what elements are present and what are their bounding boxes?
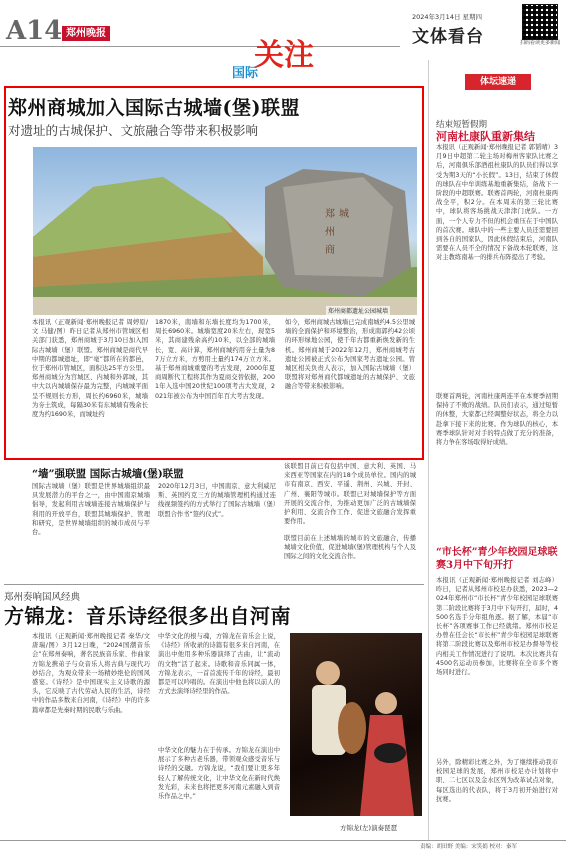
main-article-col2: 1870米，南墙和东墙长度均为1700米，周长6960米。城墙宽度20米左右，现宽5米，其商建残余高约10米，以全部的城墙长，宽、高计算，郑州商城约用夯土量为87万立方米，方剪用土量约174万立方米。基于郑州商城重要的考古发现，2000年夏商周断代工程将其作为夏商交替依据，2001年入选中国20世纪100项考古大发现，2021年被公布为中国百年百大考古发现。 <box>155 319 275 400</box>
culture-headline: 方锦龙：音乐诗经很多出自河南 <box>4 604 291 628</box>
sub-article-col3: 该联盟目前已有包括中国、意大利、英国、马来西亚等国家在内的18个成员单位。国内的城市有南京、西安、平遥、荆州、兴城、开封、广州、襄阳等城市。联盟已对城墙保护等方面开展的交流合作，为推动更加广泛的古城墙保护利用、交流合作工作、促进文旅融合发挥重要作用。 <box>284 463 416 526</box>
culture-col1: 本报讯（正观新闻·郑州晚报记者 秦华/文 唐瑞/图）3月12日晚，“2024国潮音乐会”在郑州奏响，著名民族音乐家、作曲家方锦龙携弟子与众音乐人将古典与现代巧妙结合，为观众带来一场精妙绝伦的国风盛宴。《诗经》是中国现实主义诗歌的源头，它反映了古代劳动人民的生活，诗经中的作品多数来自河南，《诗经》中的许多篇章都是先秦时期的民歌与乐曲。 <box>32 633 150 714</box>
performer-illustration <box>290 633 422 816</box>
section-title: 文体看台 <box>412 27 484 47</box>
main-headline: 郑州商城加入国际古城墙(堡)联盟 <box>8 97 300 119</box>
banner-label: 国际 <box>232 66 259 81</box>
svg-text:商: 商 <box>325 245 335 256</box>
banner-top-text: 关注 <box>254 38 314 73</box>
issue-date: 2024年3月14日 星期四 <box>412 13 483 21</box>
city-wall-photo <box>33 147 417 315</box>
article1-body-cont: 联赛首两轮，河南杜康两连平在本赛季初期保持了不败的战绩。队员们表示，通过短暂的休整，大家都已经调整好状态，将全力以赴拿下接下来的比赛。作为球队的核心，本赛季球队针对对手的特点做了充分的准备，将力争在客场取得好成绩。 <box>436 393 558 447</box>
culture-col3: 中华文化的魅力在于传承。方锦龙在演出中展示了多种古老乐器，带领观众感受音乐与诗经的交融。方锦龙说，“我们要让更多年轻人了解传统文化，让中华文化在新时代焕发光彩，未来也将把更多河南元素融入到音乐作品之中。” <box>158 747 280 801</box>
sub-article-col4: 联盟目前在上述城墙的城市的文旅融合，传播城墙文化价值，促进城墙(堡)管理机构与个人及国际之间的文化交流合作。 <box>284 535 416 561</box>
performer-caption: 方锦龙(左)演奏琵琶 <box>340 824 398 832</box>
sports-brief-tag: 体坛速递 <box>465 74 531 90</box>
main-subheadline: 对遗址的古城保护、文旅融合等带来积极影响 <box>8 123 259 138</box>
article2-body-cont: 另外，除精彩比赛之外，为了继续推动我市校园足球的发展，郑州市校足办计划将中职、二七区以及金水区列为改革试点对象，每区选出的代表队，将于3月初开始进行对抗赛。 <box>436 759 558 803</box>
article1-body: 本报讯（正观新闻·郑州晚报记者 郭韬晴）3月9日中超第二轮主场对梅州客家队比赛之后，河南俱乐部酒祖杜康队的队员们得以享受为期3天的“小长假”。13日，结束了休假的球队在中牟训练基地重新集结，备战下一阶段的中超联赛。联赛首两轮，河南杜康两战全平，积2分。在本周末的第三轮比赛中，球队将客场挑战天津津门虎队。一方面，一个人专力不但的机会重压在于中国队的首次赛。球队中的一些主要人员还需要回到各自的国家队，因此休假结束后，河南队需要在人员不全的情况下备战本轮联赛，这对主教练南基一的排兵布阵提出了考验。 <box>436 144 558 262</box>
main-subtitle: “墙”强联盟 国际古城墙(堡)联盟 <box>32 468 184 480</box>
culture-rule <box>4 584 424 585</box>
footer-rule <box>0 840 566 841</box>
article1-title: 河南杜康队重新集结 <box>436 130 535 143</box>
main-article-col3: 如今，郑州商城古城墙已完成南城约4.5公里城墙的全面保护和环境整治，形成南郭约42公顷的环形绿地公园，使千年古都重新焕发新的生机。郑州商城于2022年12月，郑州商城考古遗址公园被正式公布为国家考古遗址公园。管城区相关负责人表示，加入国际古城墙（堡）联盟将对郑州商代都城遗址的古城保护、文旅融合等带来积极影响。 <box>285 319 415 391</box>
column-divider <box>428 60 429 840</box>
city-wall-illustration <box>33 147 417 315</box>
svg-text:城: 城 <box>339 209 349 220</box>
photo-caption: 郑州商都遗址公园城墙 <box>328 308 389 315</box>
culture-col2: 中华文化的根与魂，方锦龙在音乐会上说，《诗经》所收录的诗篇有很多来自河南，在演出中他用多种乐器演绎了古曲，让“流动的文物”活了起来。诗歌和音乐同属一体，方锦龙表示，一首首流传千年的诗经，最初都是可以吟唱的。在演出中他也将以前人的方式去演绎诗经里的作品。 <box>158 633 280 696</box>
section-banner <box>230 30 320 88</box>
qr-code[interactable] <box>522 4 558 40</box>
footer-credits: 责编：胡田野 美编：宋笑娟 校对：秦军 <box>420 844 517 850</box>
sub-article-col1: 国际古城墙（堡）联盟是世界城墙组织最具发展潜力的平台之一，由中国南京城墙倡导，发起利用古城墙连接古城墙保护与利用的开放平台，联盟其城墙保护、管理和研究，是世界城墙组织的城市成员与平台。 <box>32 483 150 537</box>
newspaper-logo: 郑州晚报 <box>62 26 110 41</box>
culture-kicker: 郑州奏响国风经典 <box>4 592 81 603</box>
brief-label: 结束短暂假期 <box>436 120 488 130</box>
svg-text:州: 州 <box>325 227 335 238</box>
main-article-col1: 本报讯（正观新闻·郑州晚报记者 周婷原/文 马健/图）昨日记者从郑州市管城区相关部门获悉，郑州商城于3月10日加入国际古城墙（堡）联盟。郑州商城是商代早中期的都城遗址，即“亳”都所在的都邑，位于郑州市管城区，面积达25平方公里。郑州商城分为宫城区、内城和外郭城，其中大以内城墙保存最为完整，内城城平面呈不规则长方形，周长约6960米，城墙为夯土筑成，每隔30米有东城墙有残余长度为约1690米，而城址约 <box>32 319 148 419</box>
header-rule <box>0 46 400 47</box>
page-number: A14 <box>6 16 63 46</box>
article2-title: “市长杯”青少年校园足球联赛3月中下旬开打 <box>436 547 558 571</box>
qr-caption: 扫码看读更多新闻 <box>520 40 561 46</box>
sub-article-col2: 2020年12月3日，中国南京、意大利威尼斯、英国约克三方的城墙管理机构通过连线视频签约的方式举行了国际古城墙（堡）联盟合作书“签约仪式”。 <box>158 483 276 518</box>
article2-body: 本报讯（正观新闻·郑州晚报记者 刘志峰）昨日，记者从郑州市校足办获悉，2023—2024年郑州市“市长杯”青少年校园足球联赛第二阶段比赛将于3月中下旬开打，届时，4500名选手分年组角逐。据了解，本届“市长杯”各项赛事工作已经就绪。郑州市校足办曾在任会长“市长杯”青少年校园足球联赛将第二阶段比赛以及郑州市校足办督导等校内相关工作情况进行了说明。本次比赛共有4500名运动员参加，比赛将在全市多个赛场同时进行。 <box>436 577 558 677</box>
performer-photo <box>290 633 422 816</box>
svg-text:郑: 郑 <box>325 209 335 220</box>
